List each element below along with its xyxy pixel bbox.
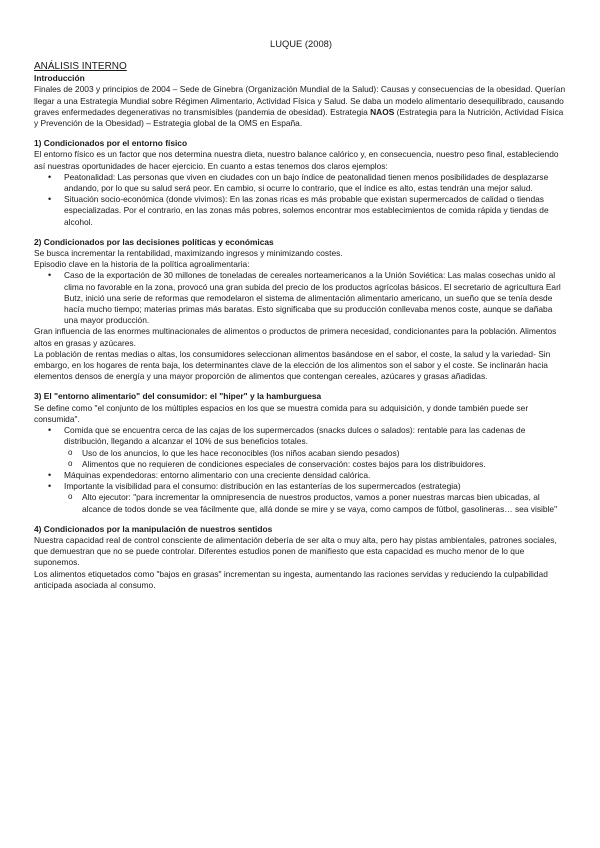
list-item [34, 425, 568, 470]
section-3 [34, 391, 568, 514]
sub-list-item: o Uso de los anuncios, lo que les hace reconocibles (los niños acaban siendo pesados) [34, 448, 568, 459]
section-4 [34, 524, 568, 591]
naos-term: NAOS [370, 106, 395, 117]
intro-paragraph [34, 84, 568, 129]
section-2-paragraph-1: Se busca incrementar la rentabilidad, maximizando ingresos y minimizando costes. [34, 248, 343, 259]
section-1 [34, 138, 568, 228]
list-item: • Situación socio-económica (donde vivimos): En las zonas ricas es más probable que existan supermercados de calidad o tiendas especializadas. Por el contrario, en las zonas más pobres, solemos encontrar mos establecimientos de comida rápida y tiendas de alcohol. [34, 194, 568, 228]
list-item [34, 481, 568, 515]
section-1-list [34, 172, 568, 228]
intro-title: Introducción [34, 73, 85, 84]
section-2-title: 2) Condicionados por las decisiones políticas y económicas [34, 236, 274, 247]
sub-list [34, 448, 568, 470]
document-page [34, 38, 568, 591]
sub-list-item: o Alto ejecutor: "para incrementar la omnipresencia de nuestros productos, vamos a poner nuestras marcas bien ubicadas, al alcance de todos donde se vea fácilmente que, allá donde se mire y se vaya, como campos de fútbol, gasolineras… sea visible" [34, 492, 568, 514]
section-3-title: 3) El "entorno alimentario" del consumidor: el "hiper" y la hamburguesa [34, 391, 322, 402]
intro-text-a: Finales de 2003 y principios de 2004 – Sede de Ginebra (Organización Mundial de la Salud): Causas y consecuencias de la obesidad. Querían llegar a una Estrategia Mundial sobre Régimen Alimentario, Actividad Física y Salud. Se daba un modelo alimentario desequilibrado, causando graves enfermedades degenerativas no transmisibles (pandemia de obesidad). Estrategia [34, 84, 566, 117]
section-2-paragraph-2: Episodio clave en la historia de la política agroalimentaria: [34, 259, 250, 270]
list-item: • Máquinas expendedoras: entorno alimentario con una creciente densidad calórica. [34, 470, 568, 481]
list-item: • Peatonalidad: Las personas que viven en ciudades con un bajo índice de peatonalidad tienen menos posibilidades de desplazarse andando, por lo que su salud será peor. En cambio, si ocurre lo contrario, que el índice es alto, estas tendrán una mejor salud. [34, 172, 568, 194]
section-2-paragraph-4: La población de rentas medias o altas, los consumidores seleccionan alimentos basándose en el sabor, el coste, la salud y la variedad- Sin embargo, en los hogares de renta baja, los determinantes clave de la elección de los alimentos son el sabor y el coste. Se inclinarán hacia elementos densos de energía y una mayor proporción de alimentos que contengan cereales, azúcares y grasas añadidas. [34, 348, 551, 382]
section-4-paragraph-1: Nuestra capacidad real de control consciente de alimentación debería de ser alta o muy alta, pero hay pistas ambientales, patrones sociales, que demuestran que no se puede controlar. Diferentes estudios ponen de manifiesto que esta capacidad es mucho menor de lo que suponemos. [34, 534, 557, 568]
section-2-paragraph-3: Gran influencia de las enormes multinacionales de alimentos o productos de primera necesidad, condicionantes para la población. Alimentos altos en grasas y azúcares. [34, 326, 557, 348]
section-1-paragraph: El entorno físico es un factor que nos determina nuestra dieta, nuestro balance calórico y, en consecuencia, nuestro peso final, estableciendo así nuestras oportunidades de hacer ejercicio. En cuanto a estas tenemos dos claros ejemplos: [34, 149, 559, 171]
document-title: LUQUE (2008) [269, 38, 332, 49]
list-item-text: Importante la visibilidad para el consumo: distribución en las estanterías de los supermercados (estrategia) [64, 481, 461, 492]
section-4-paragraph-2: Los alimentos etiquetados como "bajos en grasas" incrementan su ingesta, aumentando las raciones servidas y reduciendo la culpabilidad anticipada asociada al consumo. [34, 568, 548, 590]
intro-text-b: (Estrategia para la Nutrición, Actividad Física y Prevención de la Obesidad) – Estrategia global de la OMS en España. [34, 106, 564, 129]
section-3-list [34, 425, 568, 515]
sub-list-item: o Alimentos que no requieren de condiciones especiales de conservación: costes bajos para los distribuidores. [34, 459, 568, 470]
list-item-text: Comida que se encuentra cerca de las cajas de los supermercados (snacks dulces o salados): rentable para las cadenas de distribución, llegando a alcanzar el 10% de sus beneficios totales. [64, 425, 526, 447]
section-2-list [34, 270, 568, 326]
section-heading: ANÁLISIS INTERNO [34, 61, 127, 73]
section-1-title: 1) Condicionados por el entorno físico [34, 138, 188, 149]
sub-list [34, 492, 568, 514]
section-3-paragraph: Se define como "el conjunto de los múltiples espacios en los que se muestra comida para su adquisición, y donde también puede ser consumida". [34, 402, 529, 424]
list-item: • Caso de la exportación de 30 millones de toneladas de cereales norteamericanos a la Unión Soviética: Las malas cosechas unido al clima no favorable en la zona, provocó una gran subida del precio de los productos agrícolas básicos. El secretario de agricultura Earl Butz, inició una serie de reformas que remodelaron el sistema de alimentación alimentario americano, un sueño que se tenía desde hacía mucho tiempo; materias primas más baratas. Esto significaba que su producción conllevaba menos coste, aunque se dañaba una mayor producción. [34, 270, 568, 326]
section-2 [34, 237, 568, 383]
section-4-title: 4) Condicionados por la manipulación de nuestros sentidos [34, 523, 273, 534]
